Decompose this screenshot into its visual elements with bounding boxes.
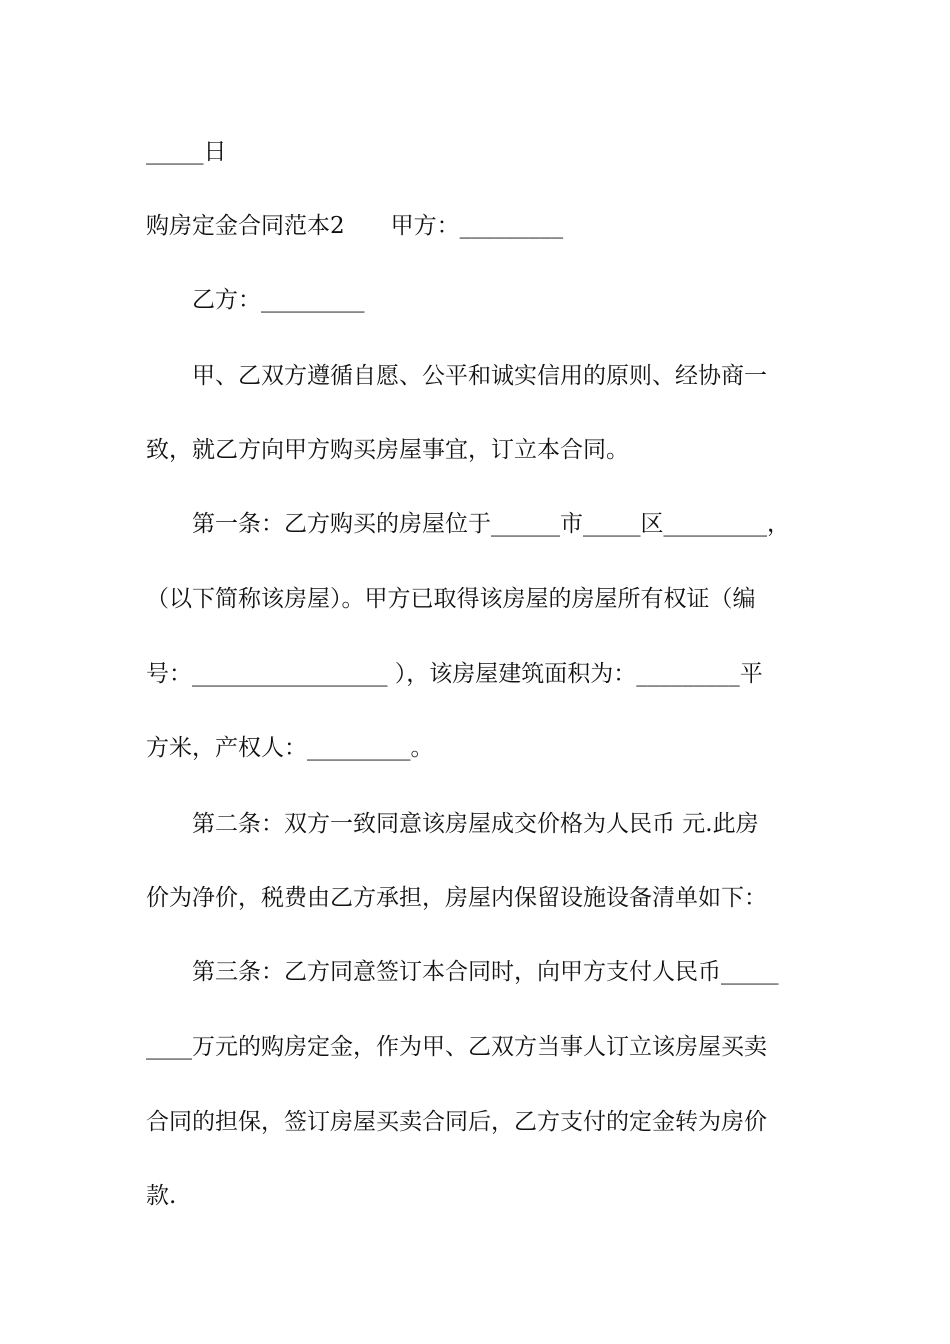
text-line: 价为净价，税费由乙方承担，房屋内保留设施设备清单如下： xyxy=(146,885,767,911)
text-line: 号：_________________ ），该房屋建筑面积为：_________平 xyxy=(146,661,763,687)
text-line: 方米，产权人：_________。 xyxy=(146,735,434,761)
text-line: 乙方：_________ xyxy=(146,287,365,313)
text-line: （以下简称该房屋）。甲方已取得该房屋的房屋所有权证（编 xyxy=(146,586,756,612)
text-line: 第二条：双方一致同意该房屋成交价格为人民币 元.此房 xyxy=(146,811,759,837)
text-line: 购房定金合同范本2 甲方：_________ xyxy=(146,213,564,239)
text-line: 致，就乙方向甲方购买房屋事宜，订立本合同。 xyxy=(146,437,629,463)
text-line: ____万元的购房定金，作为甲、乙双方当事人订立该房屋买卖 xyxy=(146,1034,767,1060)
text-line: 款. xyxy=(146,1183,177,1209)
text-line: 第一条：乙方购买的房屋位于______市_____区_________， xyxy=(146,511,790,537)
text-line: _____日 xyxy=(146,139,227,165)
text-line: 合同的担保，签订房屋买卖合同后，乙方支付的定金转为房价 xyxy=(146,1109,767,1135)
text-line: 甲、乙双方遵循自愿、公平和诚实信用的原则、经协商一 xyxy=(146,363,767,389)
text-line: 第三条：乙方同意签订本合同时，向甲方支付人民币_____ xyxy=(146,959,779,985)
